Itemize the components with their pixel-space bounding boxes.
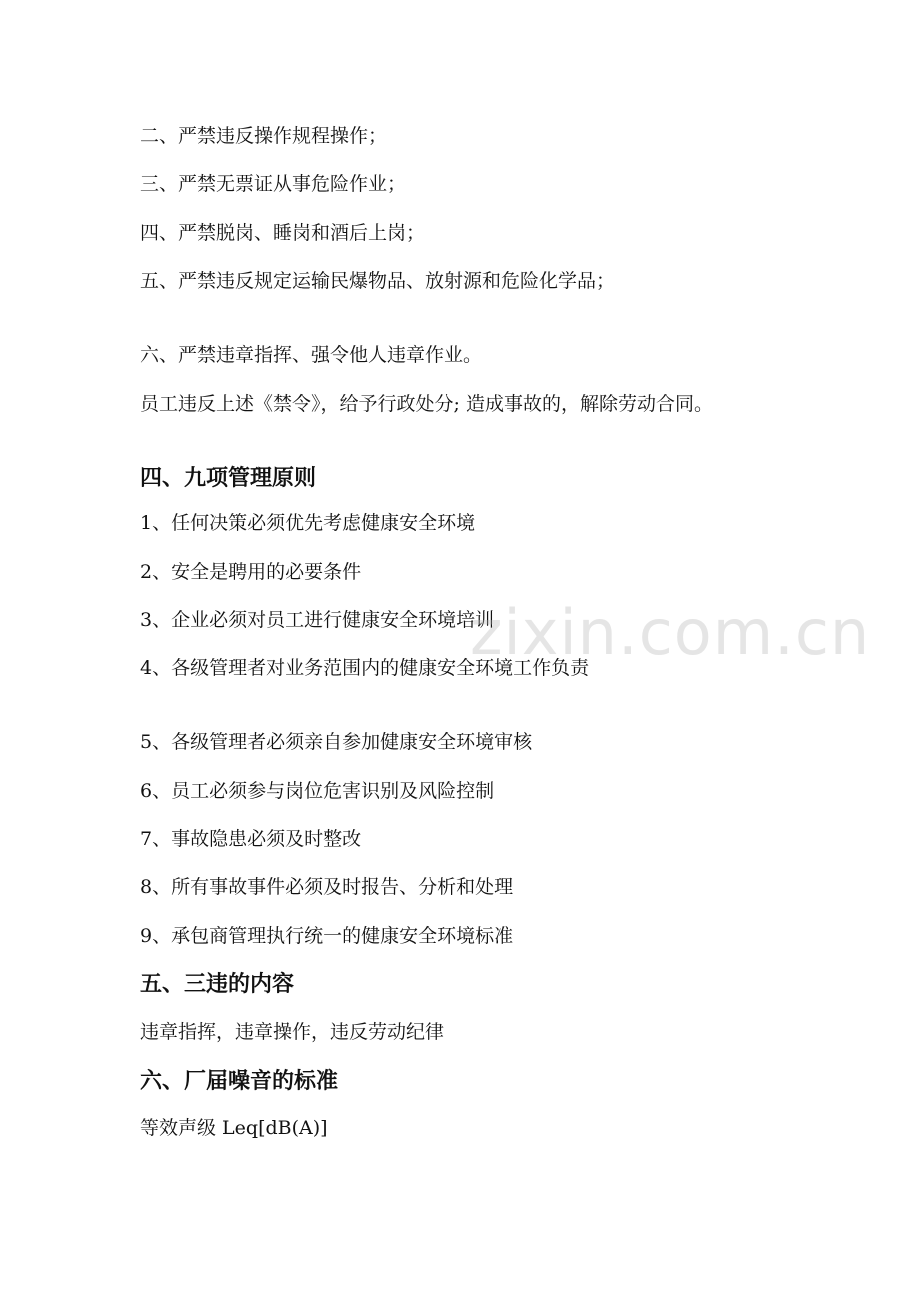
watermark: zixin.com.cn xyxy=(470,596,871,669)
principle-item: 2、安全是聘用的必要条件 xyxy=(140,561,362,583)
noise-standard-text: 等效声级 Leq[dB(A)] xyxy=(140,1117,328,1139)
section-heading-principles: 四、九项管理原则 xyxy=(140,465,317,491)
prohibition-item: 五、严禁违反规定运输民爆物品、放射源和危险化学品； xyxy=(140,270,616,292)
principle-item: 8、所有事故事件必须及时报告、分析和处理 xyxy=(140,876,514,898)
prohibition-item: 六、严禁违章指挥、强令他人违章作业。 xyxy=(140,344,483,366)
principle-item: 7、事故隐患必须及时整改 xyxy=(140,828,362,850)
principle-item: 4、各级管理者对业务范围内的健康安全环境工作负责 xyxy=(140,657,590,679)
principle-item: 3、企业必须对员工进行健康安全环境培训 xyxy=(140,609,495,631)
section-heading-three-violations: 五、三违的内容 xyxy=(140,971,295,997)
prohibition-item: 三、严禁无票证从事危险作业； xyxy=(140,173,407,195)
prohibition-item: 二、严禁违反操作规程操作； xyxy=(140,125,388,147)
prohibition-item: 四、严禁脱岗、睡岗和酒后上岗； xyxy=(140,222,426,244)
principle-item: 9、承包商管理执行统一的健康安全环境标准 xyxy=(140,925,514,947)
principle-item: 5、各级管理者必须亲自参加健康安全环境审核 xyxy=(140,731,533,753)
principle-item: 6、员工必须参与岗位危害识别及风险控制 xyxy=(140,780,495,802)
principle-item: 1、任何决策必须优先考虑健康安全环境 xyxy=(140,512,476,534)
section-heading-noise-standard: 六、厂届噪音的标准 xyxy=(140,1068,339,1094)
three-violations-text: 违章指挥，违章操作，违反劳动纪律 xyxy=(140,1021,445,1043)
prohibition-penalty: 员工违反上述《禁令》，给予行政处分; 造成事故的，解除劳动合同。 xyxy=(140,393,713,415)
